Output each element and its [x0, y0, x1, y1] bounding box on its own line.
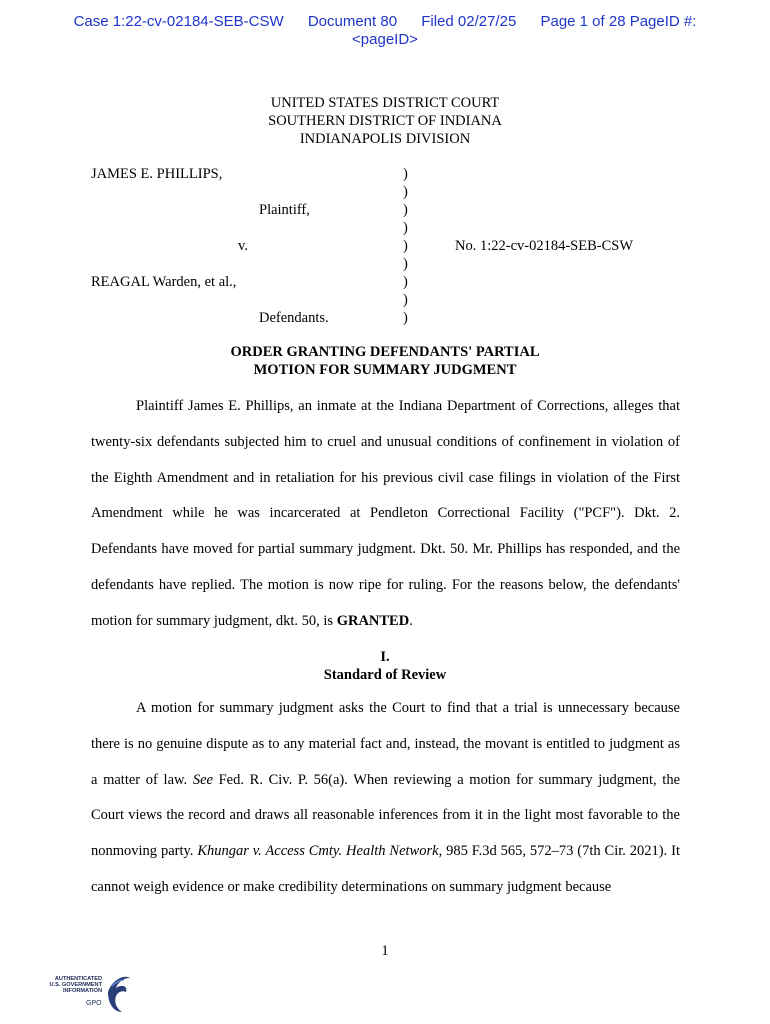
- caption-paren: ): [403, 274, 408, 290]
- standard-text-3: , 985 F.3d 565, 572–73 (7th Cir. 2021). It cannot weigh evidence or make credibility determinations on summary judgment because: [91, 843, 680, 895]
- filed-date-stamp: Filed 02/27/25: [421, 13, 517, 30]
- eagle-icon: [102, 972, 132, 1016]
- caption-paren: ): [403, 256, 408, 272]
- page-number: 1: [381, 943, 389, 959]
- standard-text-1: A motion for summary judgment asks the Court to find that a trial is unnecessary because there is no genuine dispute as to any material fact and, instead, the movant is entitled to judgment as a matter of law.: [91, 700, 680, 788]
- case-number: No. 1:22-cv-02184-SEB-CSW: [455, 238, 634, 254]
- document-number-stamp: Document 80: [307, 13, 398, 30]
- page-id-stamp: <pageID>: [352, 31, 418, 48]
- gpo-label: GPO: [86, 1000, 102, 1007]
- section-heading: [0, 648, 770, 684]
- order-title-line-2: MOTION FOR SUMMARY JUDGMENT: [253, 362, 517, 378]
- order-title: [0, 343, 770, 379]
- ecf-header-stamp: [0, 13, 770, 49]
- case-citation-name: Khungar v. Access Cmty. Health Network: [197, 843, 439, 860]
- caption-paren: ): [403, 202, 408, 218]
- granted-emphasis: GRANTED: [336, 612, 410, 629]
- court-heading: [0, 94, 770, 148]
- standard-paragraph: [91, 691, 680, 906]
- gpo-logo-text: [42, 976, 102, 995]
- intro-paragraph: [91, 389, 680, 640]
- caption-paren: ): [403, 166, 408, 182]
- section-numeral: I.: [380, 649, 390, 665]
- case-number-stamp: Case 1:22-cv-02184-SEB-CSW: [73, 13, 284, 30]
- logo-line-3: INFORMATION: [62, 988, 102, 995]
- court-name: UNITED STATES DISTRICT COURT: [270, 95, 500, 111]
- caption-paren: ): [403, 310, 408, 326]
- logo-line-1: AUTHENTICATED: [54, 976, 102, 982]
- caption-paren: ): [403, 292, 408, 308]
- order-title-line-1: ORDER GRANTING DEFENDANTS' PARTIAL: [230, 344, 540, 360]
- versus-label: v.: [238, 238, 248, 254]
- plaintiff-role: Plaintiff,: [259, 202, 310, 218]
- caption-paren: ): [403, 184, 408, 200]
- caption-paren: ): [403, 220, 408, 236]
- plaintiff-name: JAMES E. PHILLIPS,: [91, 166, 223, 182]
- caption-paren: ): [403, 238, 408, 254]
- page-count-stamp: Page 1 of 28 PageID #:: [540, 13, 697, 30]
- court-division: INDIANAPOLIS DIVISION: [299, 131, 471, 147]
- defendant-role: Defendants.: [259, 310, 329, 326]
- defendant-name: REAGAL Warden, et al.,: [91, 274, 237, 290]
- see-signal: See: [192, 771, 213, 788]
- section-title: Standard of Review: [323, 667, 447, 683]
- standard-text-2: Fed. R. Civ. P. 56(a). When reviewing a motion for summary judgment, the Court views the record and draws all reasonable inferences from it in the light most favorable to the nonmoving party.: [91, 771, 681, 860]
- intro-text: Plaintiff James E. Phillips, an inmate at the Indiana Department of Corrections, alleges that twenty-six defendants subjected him to cruel and unusual conditions of confinement in violation of the Eighth Amendment and in retaliation for his previous civil case filings in violation of the First Amendment while he was incarcerated at Pendleton Correctional Facility ("PCF"). Dkt. 2. Defendants have moved for partial summary judgment. Dkt. 50. Mr. Phillips has responded, and the defendants have replied. The motion is now ripe for ruling. For the reasons below, the defendants' motion for summary judgment, dkt. 50, is: [91, 398, 680, 629]
- court-district: SOUTHERN DISTRICT OF INDIANA: [268, 113, 502, 129]
- caption-paren-column: [403, 165, 408, 327]
- intro-period: .: [409, 612, 413, 629]
- gpo-authentication-logo: [42, 970, 134, 1020]
- logo-line-2: U.S. GOVERNMENT: [49, 982, 102, 989]
